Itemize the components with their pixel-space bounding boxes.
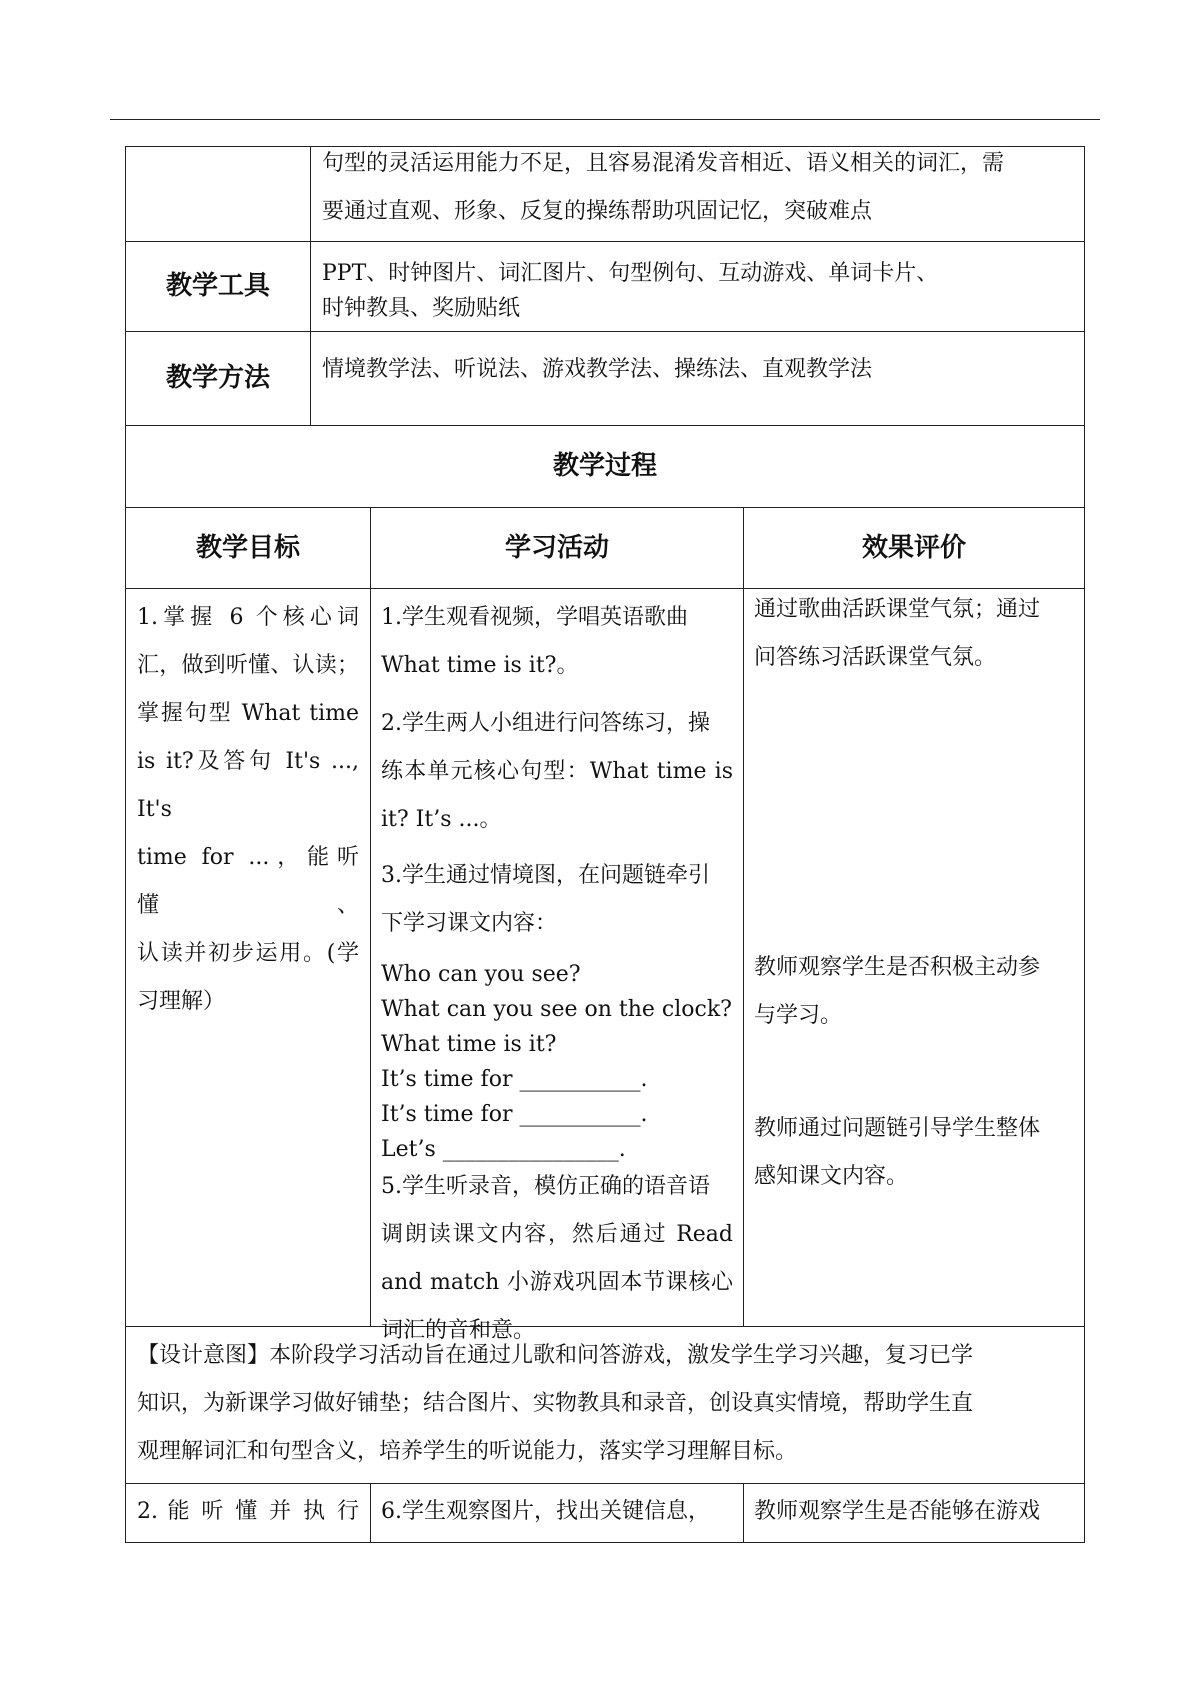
activity-line: 1.学生观看视频，学唱英语歌曲 (381, 605, 688, 630)
goal-1-line: 汇，做到听懂、认读； (137, 653, 359, 678)
evaluation-1-song (754, 586, 1074, 682)
activity-3-question-chain (381, 957, 733, 1167)
tools-label: 教学工具 (165, 271, 270, 301)
question-line: Who can you see? (381, 962, 581, 987)
question-line: It’s time for ___________. (381, 1067, 648, 1092)
activity-line: 词汇的音和意。 (381, 1318, 536, 1343)
activity-5-listening (381, 1163, 733, 1355)
design-intent-line: 观理解词汇和句型含义，培养学生的听说能力，落实学习理解目标。 (137, 1439, 798, 1464)
activity-1-song (381, 594, 733, 690)
difficulty-line-2: 要通过直观、形象、反复的操练帮助巩固记忆，突破难点 (322, 199, 873, 224)
design-intent-line: 知识，为新课学习做好铺垫；结合图片、实物教具和录音，创设真实情境，帮助学生直 (137, 1391, 974, 1416)
activity-line: 下学习课文内容： (381, 911, 558, 936)
goal-1-line: is it?及答句 It's ..., It's (137, 749, 359, 822)
evaluation-line: 教师通过问题链引导学生整体 (754, 1116, 1041, 1141)
evaluation-line: 教师观察学生是否积极主动参 (754, 955, 1041, 980)
goal-1-line: 习理解） (137, 989, 226, 1014)
tools-text (322, 256, 1082, 326)
activity-6: 6.学生观察图片，找出关键信息， (381, 1499, 710, 1524)
goal-1 (137, 594, 359, 1026)
evaluation-line: 与学习。 (754, 1003, 843, 1028)
question-line: Let’s ________________. (381, 1137, 626, 1162)
difficulty-text (322, 140, 1082, 236)
evaluation-line: 问答练习活跃课堂气氛。 (754, 645, 997, 670)
activity-line: 5.学生听录音，模仿正确的语音语 (381, 1174, 710, 1199)
evaluation-2: 教师观察学生是否能够在游戏 (754, 1499, 1041, 1524)
column-header-goal: 教学目标 (195, 533, 300, 563)
activity-line: and match 小游戏巩固本节课核心 (381, 1270, 733, 1295)
column-header-evaluation: 效果评价 (861, 533, 966, 563)
activity-line: 2.学生两人小组进行问答练习，操 (381, 711, 710, 736)
goal-1-line: 认读并初步运用。(学 (137, 941, 359, 966)
evaluation-1-question-chain (754, 1105, 1074, 1201)
activity-line: 调朗读课文内容，然后通过 Read (381, 1222, 733, 1247)
evaluation-1-participation (754, 944, 1074, 1040)
methods-text: 情境教学法、听说法、游戏教学法、操练法、直观教学法 (322, 357, 873, 382)
tools-line-1: PPT、时钟图片、词汇图片、句型例句、互动游戏、单词卡片、 (322, 261, 939, 286)
design-intent (137, 1332, 1077, 1476)
question-line: What time is it? (381, 1032, 557, 1057)
goal-1-line: 掌握句型 What time (137, 701, 359, 726)
page-header-rule (110, 119, 1100, 120)
activity-line: 练本单元核心句型：What time is (381, 759, 733, 784)
activity-2-pair-practice (381, 700, 733, 844)
question-line: It’s time for ___________. (381, 1102, 648, 1127)
evaluation-line: 通过歌曲活跃课堂气氛；通过 (754, 597, 1041, 622)
difficulty-line-1: 句型的灵活运用能力不足，且容易混淆发音相近、语义相关的词汇，需 (322, 151, 1005, 176)
activity-line: What time is it?。 (381, 653, 579, 678)
evaluation-line: 感知课文内容。 (754, 1164, 909, 1189)
goal-1-line: 1.掌握 6 个核心词 (137, 605, 359, 630)
activity-3-situation (381, 852, 733, 948)
methods-label: 教学方法 (165, 363, 270, 393)
activity-line: 3.学生通过情境图，在问题链牵引 (381, 863, 710, 888)
process-title: 教学过程 (552, 451, 657, 481)
activity-line: it? It’s ...。 (381, 807, 502, 832)
design-intent-line: 【设计意图】本阶段学习活动旨在通过儿歌和问答游戏，激发学生学习兴趣，复习已学 (137, 1343, 974, 1368)
tools-line-2: 时钟教具、奖励贴纸 (322, 296, 521, 321)
goal-2: 2. 能 听 懂 并 执 行 (137, 1499, 359, 1524)
goal-1-line: time for ...，能听懂、 (137, 845, 359, 918)
question-line: What can you see on the clock? (381, 997, 732, 1022)
column-header-activity: 学习活动 (504, 533, 609, 563)
